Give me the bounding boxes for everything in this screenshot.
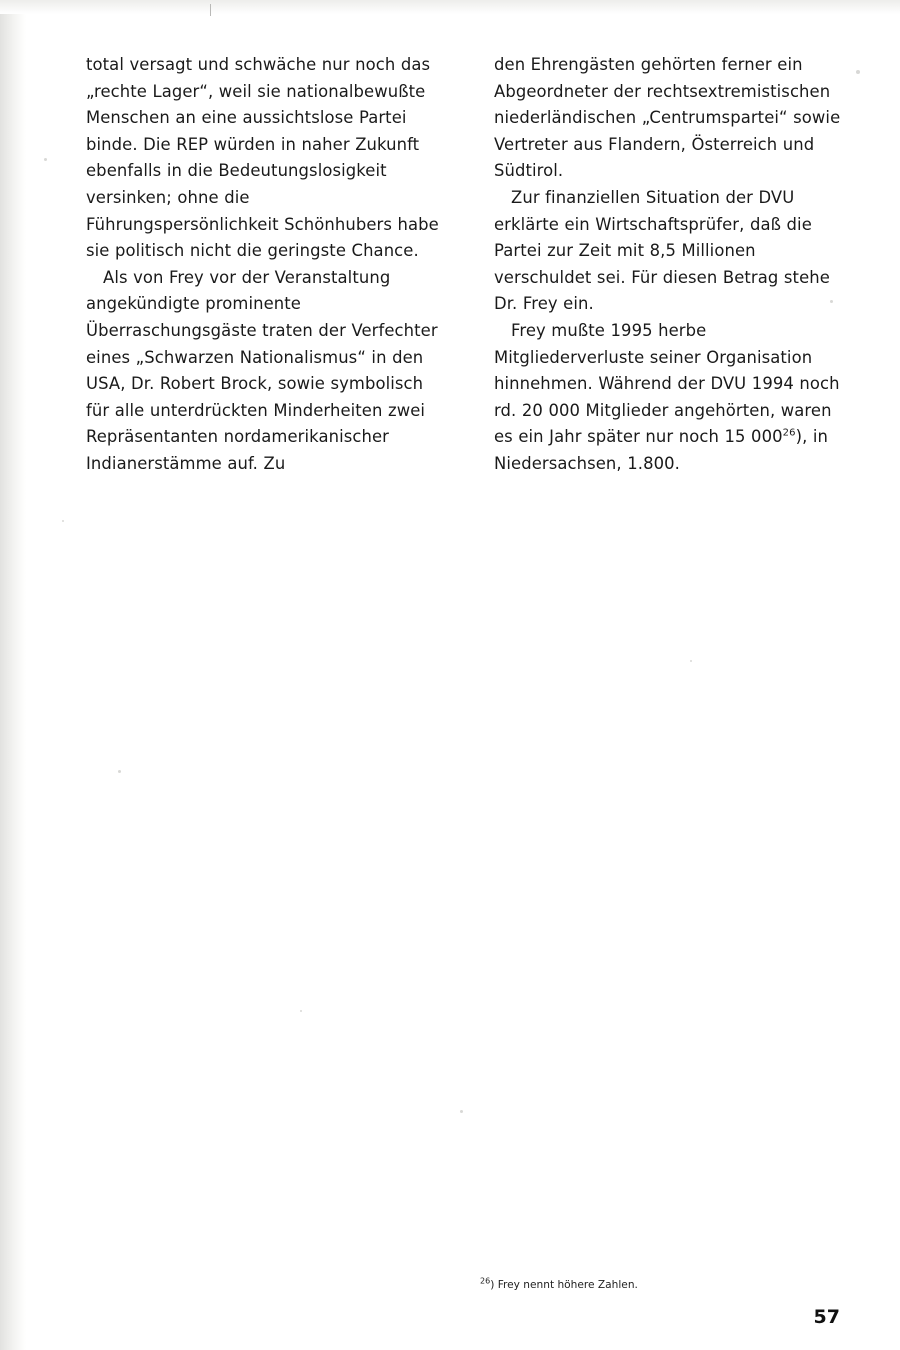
text-columns	[86, 52, 848, 478]
scan-speck	[118, 770, 121, 773]
scan-edge-top	[0, 0, 900, 14]
footnote-text: ) Frey nennt höhere Zahlen.	[490, 1279, 638, 1291]
paragraph-tail: ), in Niedersachsen, 1.800.	[494, 427, 829, 473]
paragraph: Zur finanziellen Situation der DVU erklärte ein Wirtschaftsprüfer, daß die Partei zur Zeit mit 8,5 Millionen verschuldet sei. Für diesen Betrag stehe Dr. Frey ein.	[494, 187, 830, 314]
page-number: 57	[813, 1306, 840, 1328]
scan-speck	[460, 1110, 463, 1113]
footnote-marker: 26	[782, 427, 796, 439]
paragraph: total versagt und schwäche nur noch das „rechte Lager“, weil sie nationalbewußte Menschen an eine aussichtslose Partei binde. Die REP würden in naher Zukunft ebenfalls in die Bedeutungslosigkeit versinken; ohne die Führungspersönlichkeit Schönhubers habe sie politisch nicht die geringste Chance.	[86, 55, 439, 261]
scan-speck	[856, 70, 860, 74]
scan-tick-mark	[210, 4, 211, 16]
paragraph-with-footnote	[494, 318, 848, 478]
footnote	[480, 1278, 810, 1292]
paragraph-text: Frey mußte 1995 herbe Mitgliederverluste seiner Organisation hinnehmen. Während der DVU 1994 noch rd. 20 000 Mitglieder angehörten, waren es ein Jahr später nur noch 15 000	[494, 320, 840, 447]
scan-edge-left	[0, 0, 26, 1350]
footnote-marker-label: 26	[480, 1276, 491, 1286]
scan-speck	[62, 520, 64, 522]
scan-speck	[300, 1010, 302, 1012]
scan-speck	[690, 660, 692, 662]
scan-speck	[44, 158, 47, 161]
paragraph: Als von Frey vor der Veranstaltung angekündigte prominente Überraschungsgäste traten der Verfechter eines „Schwarzen Nationalismus“ in den USA, Dr. Robert Brock, sowie symbolisch für alle unterdrückten Minderheiten zwei Repräsentanten nordamerikanischer Indianerstämme auf. Zu	[86, 267, 438, 473]
column-left	[86, 52, 440, 478]
column-right	[494, 52, 848, 478]
paragraph: den Ehrengästen gehörten ferner ein Abgeordneter der rechtsextremistischen niederländischen „Centrumspartei“ sowie Vertreter aus Flandern, Österreich und Südtirol.	[494, 55, 841, 181]
